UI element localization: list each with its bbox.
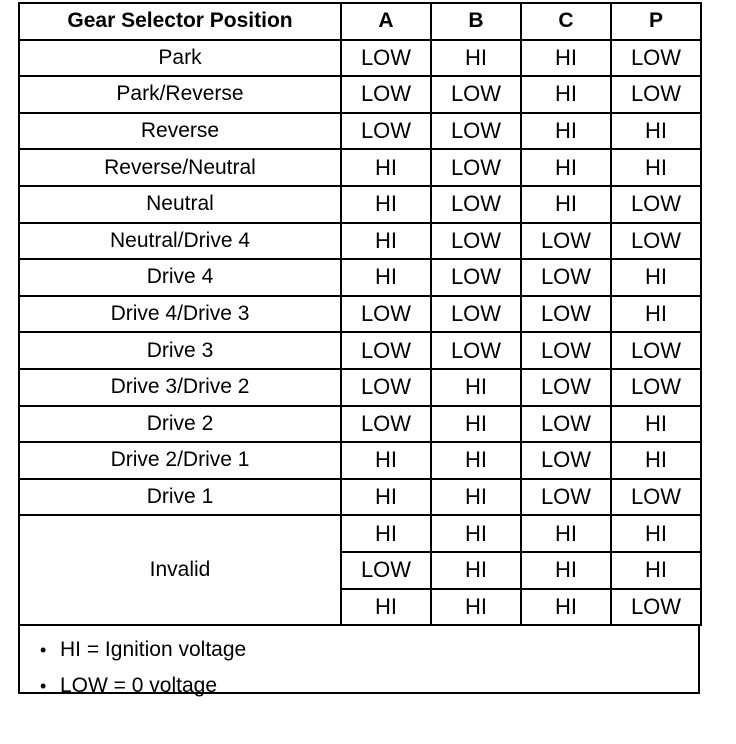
signal-p-cell: LOW xyxy=(611,369,701,406)
signal-b-cell: LOW xyxy=(431,76,521,113)
signal-a-cell: LOW xyxy=(341,369,431,406)
gear-position-cell: Drive 3/Drive 2 xyxy=(19,369,341,406)
signal-c-cell: LOW xyxy=(521,479,611,516)
signal-p-cell: HI xyxy=(611,296,701,333)
signal-p-cell: HI xyxy=(611,552,701,589)
gear-position-cell: Drive 1 xyxy=(19,479,341,516)
column-header-p: P xyxy=(611,3,701,40)
table-row xyxy=(19,76,701,113)
signal-a-cell: HI xyxy=(341,442,431,479)
signal-p-cell: LOW xyxy=(611,76,701,113)
legend-item-text: HI = Ignition voltage xyxy=(60,638,247,662)
signal-p-cell: HI xyxy=(611,149,701,186)
gear-position-cell: Drive 2/Drive 1 xyxy=(19,442,341,479)
signal-p-cell: HI xyxy=(611,442,701,479)
signal-a-cell: LOW xyxy=(341,406,431,443)
signal-p-cell: LOW xyxy=(611,40,701,77)
signal-a-cell: HI xyxy=(341,223,431,260)
table-row xyxy=(19,296,701,333)
gear-position-cell: Drive 3 xyxy=(19,332,341,369)
signal-a-cell: LOW xyxy=(341,296,431,333)
signal-c-cell: HI xyxy=(521,76,611,113)
signal-a-cell: LOW xyxy=(341,40,431,77)
table-row xyxy=(19,40,701,77)
signal-c-cell: LOW xyxy=(521,296,611,333)
table-row xyxy=(19,332,701,369)
table-row xyxy=(19,149,701,186)
bullet-icon: • xyxy=(40,676,47,697)
gear-position-cell: Park/Reverse xyxy=(19,76,341,113)
table-body xyxy=(19,40,701,626)
signal-a-cell: HI xyxy=(341,259,431,296)
signal-p-cell: LOW xyxy=(611,479,701,516)
signal-c-cell: HI xyxy=(521,186,611,223)
signal-c-cell: HI xyxy=(521,113,611,150)
signal-c-cell: LOW xyxy=(521,332,611,369)
gear-selector-table xyxy=(18,2,702,626)
legend-item xyxy=(40,668,698,704)
signal-p-cell: LOW xyxy=(611,332,701,369)
table-row xyxy=(19,186,701,223)
table-row xyxy=(19,223,701,260)
gear-position-cell: Drive 2 xyxy=(19,406,341,443)
signal-p-cell: LOW xyxy=(611,186,701,223)
signal-b-cell: LOW xyxy=(431,259,521,296)
column-header-b: B xyxy=(431,3,521,40)
bullet-icon: • xyxy=(40,640,47,661)
signal-c-cell: HI xyxy=(521,40,611,77)
gear-position-cell: Reverse xyxy=(19,113,341,150)
signal-b-cell: LOW xyxy=(431,113,521,150)
column-header-a: A xyxy=(341,3,431,40)
signal-a-cell: HI xyxy=(341,515,431,552)
signal-a-cell: HI xyxy=(341,186,431,223)
signal-p-cell: HI xyxy=(611,113,701,150)
signal-a-cell: LOW xyxy=(341,552,431,589)
signal-a-cell: LOW xyxy=(341,332,431,369)
signal-b-cell: HI xyxy=(431,515,521,552)
signal-c-cell: HI xyxy=(521,589,611,626)
signal-c-cell: LOW xyxy=(521,406,611,443)
gear-position-cell: Neutral xyxy=(19,186,341,223)
signal-b-cell: LOW xyxy=(431,186,521,223)
legend-item xyxy=(40,632,698,668)
gear-position-cell: Park xyxy=(19,40,341,77)
gear-position-cell: Reverse/Neutral xyxy=(19,149,341,186)
table-row xyxy=(19,442,701,479)
signal-b-cell: HI xyxy=(431,552,521,589)
signal-b-cell: HI xyxy=(431,369,521,406)
column-header-c: C xyxy=(521,3,611,40)
signal-b-cell: HI xyxy=(431,40,521,77)
signal-c-cell: LOW xyxy=(521,259,611,296)
column-header-position: Gear Selector Position xyxy=(19,3,341,40)
signal-b-cell: HI xyxy=(431,589,521,626)
legend-item-text: LOW = 0 voltage xyxy=(60,674,217,698)
signal-b-cell: LOW xyxy=(431,332,521,369)
signal-p-cell: HI xyxy=(611,515,701,552)
signal-a-cell: HI xyxy=(341,479,431,516)
legend-list xyxy=(40,632,698,704)
signal-c-cell: LOW xyxy=(521,442,611,479)
signal-p-cell: LOW xyxy=(611,223,701,260)
table-row-invalid xyxy=(19,515,701,552)
table-row xyxy=(19,479,701,516)
table-row xyxy=(19,369,701,406)
gear-position-cell-invalid: Invalid xyxy=(19,515,341,625)
signal-c-cell: HI xyxy=(521,552,611,589)
gear-position-cell: Neutral/Drive 4 xyxy=(19,223,341,260)
signal-b-cell: HI xyxy=(431,479,521,516)
gear-position-cell: Drive 4/Drive 3 xyxy=(19,296,341,333)
table-row xyxy=(19,113,701,150)
table-row xyxy=(19,259,701,296)
signal-c-cell: HI xyxy=(521,149,611,186)
signal-b-cell: HI xyxy=(431,406,521,443)
signal-a-cell: HI xyxy=(341,149,431,186)
signal-c-cell: HI xyxy=(521,515,611,552)
signal-a-cell: HI xyxy=(341,589,431,626)
table-header-row xyxy=(19,3,701,40)
signal-b-cell: LOW xyxy=(431,296,521,333)
signal-b-cell: LOW xyxy=(431,223,521,260)
table-row xyxy=(19,406,701,443)
gear-selector-table-container xyxy=(18,2,700,698)
gear-position-cell: Drive 4 xyxy=(19,259,341,296)
signal-c-cell: LOW xyxy=(521,369,611,406)
signal-b-cell: HI xyxy=(431,442,521,479)
legend-notes xyxy=(18,626,700,698)
signal-a-cell: LOW xyxy=(341,76,431,113)
signal-p-cell: HI xyxy=(611,406,701,443)
signal-b-cell: LOW xyxy=(431,149,521,186)
signal-p-cell: LOW xyxy=(611,589,701,626)
signal-a-cell: LOW xyxy=(341,113,431,150)
signal-p-cell: HI xyxy=(611,259,701,296)
signal-c-cell: LOW xyxy=(521,223,611,260)
